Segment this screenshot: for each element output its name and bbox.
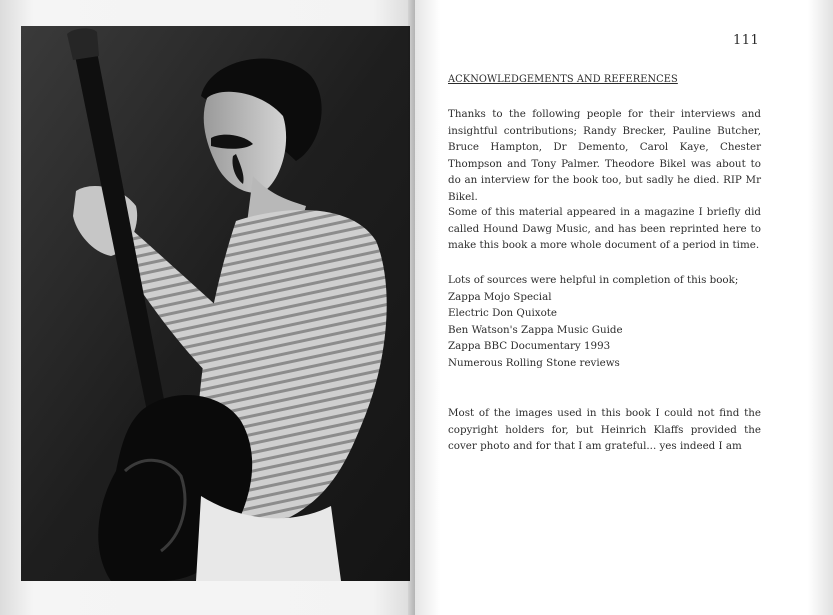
performer-photo <box>21 26 410 581</box>
source-item: Electric Don Quixote <box>448 307 558 319</box>
source-item: Numerous Rolling Stone reviews <box>448 356 620 369</box>
paragraph-magazine: Some of this material appeared in a magazine I briefly did called Hound Dawg Music, and has been reprinted here to make this book a more whole document of a period in time. <box>448 206 761 251</box>
paragraph-images: Most of the images used in this book I could not find the copyright holders for, but Heinrich Klaffs provided the cover photo and for that I am grateful... yes indeed I am <box>448 407 761 452</box>
paragraph-sources <box>448 272 761 371</box>
source-item: Zappa Mojo Special <box>448 290 552 303</box>
photo-illustration <box>21 26 410 581</box>
paragraph-thanks: Thanks to the following people for their interviews and insightful contributions; Randy Brecker, Pauline Butcher, Bruce Hampton, Dr Demento, Carol Kaye, Chester Thompson and Tony Palmer. Theodore Bikel was about to do an interview for the book too, but sadly he died. RIP Mr Bikel. <box>448 108 761 203</box>
page-number: 111 <box>733 33 760 48</box>
source-item: Ben Watson's Zappa Music Guide <box>448 323 623 336</box>
page-heading: ACKNOWLEDGEMENTS AND REFERENCES <box>448 74 678 85</box>
sources-list <box>448 289 761 372</box>
sources-intro: Lots of sources were helpful in completion of this book; <box>448 274 739 286</box>
left-page <box>0 0 415 615</box>
source-item: Zappa BBC Documentary 1993 <box>448 340 611 352</box>
